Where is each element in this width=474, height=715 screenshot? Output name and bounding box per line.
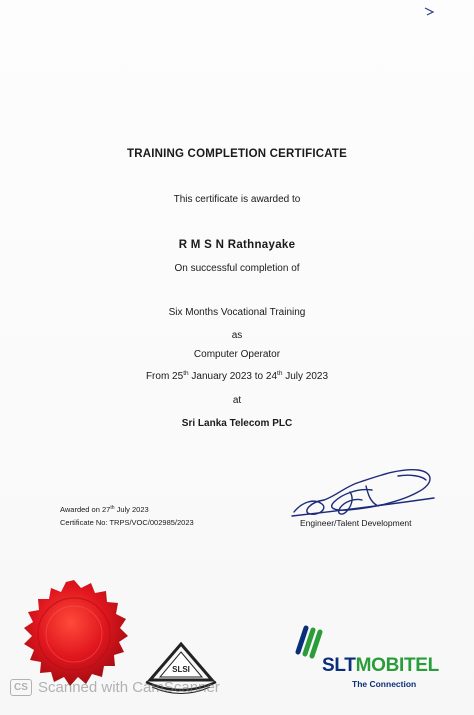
role-name: Computer Operator — [193, 349, 281, 360]
slsi-logo-text: SLSI — [172, 665, 190, 674]
period-start-rest: January 2023 to 24 — [188, 371, 278, 382]
camscanner-icon: CS — [10, 679, 32, 696]
slt-tagline: The Connection — [352, 679, 417, 689]
certificate-title: TRAINING COMPLETION CERTIFICATE — [126, 148, 347, 160]
awarded-date-prefix: Awarded on 27 — [60, 505, 111, 514]
period-prefix: From 25 — [145, 371, 184, 382]
slt-wordmark-mobitel: MOBITEL — [355, 655, 439, 676]
red-wax-seal — [18, 578, 130, 690]
company-name: Sri Lanka Telecom PLC — [181, 418, 293, 429]
program-name: Six Months Vocational Training — [168, 307, 306, 318]
signatory-title: Engineer/Talent Development — [300, 518, 412, 528]
period-end-suffix: th — [277, 370, 283, 377]
training-period — [0, 371, 474, 382]
awarded-date-rest: July 2023 — [114, 505, 149, 514]
at-text: at — [232, 395, 242, 406]
period-start-suffix: th — [183, 370, 189, 377]
slt-wordmark-slt: SLT — [322, 655, 356, 676]
certificate-number: Certificate No: TRPS/VOC/002985/2023 — [60, 518, 194, 527]
awarded-date-suffix: th — [110, 505, 115, 511]
handwritten-signature — [288, 462, 438, 524]
recipient-name: R M S N Rathnayake — [178, 239, 296, 251]
slt-mobitel-wordmark — [322, 655, 439, 677]
awarded-date — [60, 505, 149, 514]
as-text: as — [231, 330, 243, 341]
period-end-rest: July 2023 — [282, 371, 329, 382]
camscanner-text: Scanned with CamScanner — [38, 679, 220, 696]
pen-tick-mark-icon — [424, 6, 436, 16]
completion-text: On successful completion of — [174, 263, 300, 274]
awarded-to-text: This certificate is awarded to — [173, 194, 301, 205]
camscanner-watermark — [10, 679, 220, 696]
